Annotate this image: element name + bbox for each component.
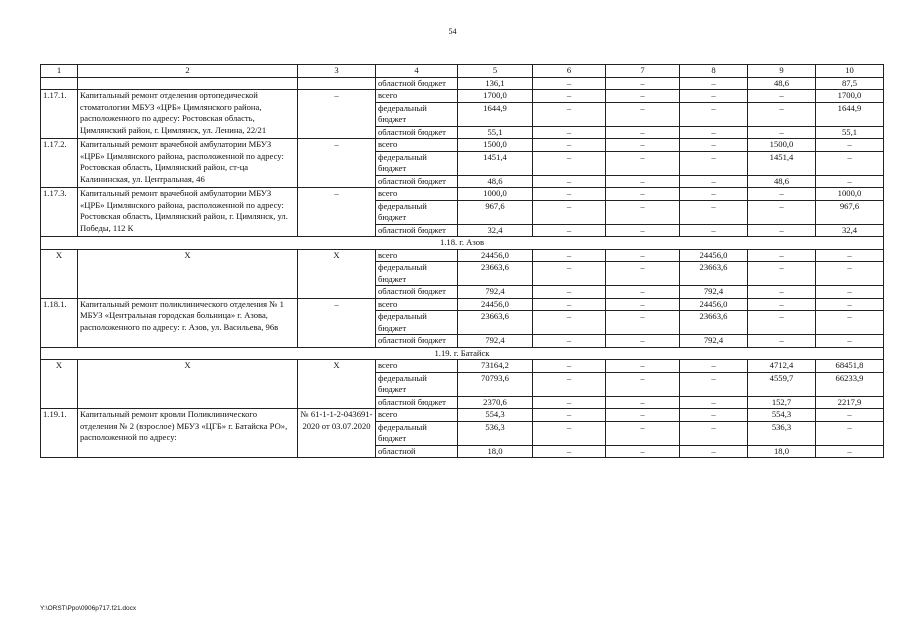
section-title: 1.19. г. Батайск — [41, 347, 884, 360]
amount-cell-col7: – — [606, 139, 680, 152]
document-ref: – — [298, 90, 376, 139]
amount-cell-col9: 554,3 — [748, 409, 816, 422]
table-row — [41, 249, 884, 262]
funding-source: областной бюджет — [376, 77, 458, 90]
amount-cell-col7: – — [606, 151, 680, 175]
amount-cell-col7: – — [606, 102, 680, 126]
funding-source: федеральный бюджет — [376, 151, 458, 175]
amount-cell-col6: – — [533, 421, 606, 445]
amount-cell-col10: – — [816, 249, 884, 262]
amount-cell-col9: – — [748, 90, 816, 103]
funding-source: всего — [376, 360, 458, 373]
amount-cell-col8: 792,4 — [680, 335, 748, 348]
amount-cell-col8: 23663,6 — [680, 262, 748, 286]
amount-cell-col10: – — [816, 445, 884, 458]
funding-source: областной бюджет — [376, 175, 458, 188]
amount-cell-col6: – — [533, 200, 606, 224]
funding-source: федеральный бюджет — [376, 200, 458, 224]
page-number: 54 — [448, 27, 457, 36]
header-cell-5: 5 — [458, 65, 533, 78]
amount-cell-col5: 24456,0 — [458, 298, 533, 311]
funding-source: всего — [376, 188, 458, 201]
document-ref: Х — [298, 360, 376, 409]
amount-cell-col6: – — [533, 126, 606, 139]
amount-cell-col6: – — [533, 335, 606, 348]
amount-cell-col10: 32,4 — [816, 224, 884, 237]
amount-cell-col5: 48,6 — [458, 175, 533, 188]
amount-cell-col8: – — [680, 151, 748, 175]
funding-source: областной бюджет — [376, 335, 458, 348]
amount-cell-col10: – — [816, 298, 884, 311]
funding-source: областной бюджет — [376, 396, 458, 409]
amount-cell-col10: 1644,9 — [816, 102, 884, 126]
amount-cell-col7: – — [606, 421, 680, 445]
amount-cell-col7: – — [606, 360, 680, 373]
amount-cell-col9: – — [748, 102, 816, 126]
amount-cell-col9: – — [748, 224, 816, 237]
amount-cell-col10: 967,6 — [816, 200, 884, 224]
amount-cell-col6: – — [533, 102, 606, 126]
amount-cell-col8: – — [680, 175, 748, 188]
amount-cell-col5: 792,4 — [458, 286, 533, 299]
amount-cell-col6: – — [533, 249, 606, 262]
section-row — [41, 347, 884, 360]
amount-cell-col9: 18,0 — [748, 445, 816, 458]
amount-cell-col8: – — [680, 445, 748, 458]
header-cell-2: 2 — [78, 65, 298, 78]
amount-cell-col10: 66233,9 — [816, 372, 884, 396]
table-row — [41, 298, 884, 311]
amount-cell-col9: 48,6 — [748, 175, 816, 188]
amount-cell-col6: – — [533, 298, 606, 311]
object-name: Х — [78, 360, 298, 409]
amount-cell-col10: – — [816, 335, 884, 348]
amount-cell-col7: – — [606, 311, 680, 335]
row-number: 1.17.3. — [41, 188, 78, 237]
amount-cell-col9: 4712,4 — [748, 360, 816, 373]
amount-cell-col8: – — [680, 372, 748, 396]
row-number: Х — [41, 360, 78, 409]
object-name: Капитальный ремонт врачебной амбулатории МБУЗ «ЦРБ» Цимлянского района, расположенной по адресу: Ростовская область, Цимлянский район, ст-ца Калининская, ул. Центральная, 46 — [78, 139, 298, 188]
document-ref: – — [298, 298, 376, 347]
row-number: 1.17.2. — [41, 139, 78, 188]
object-name: Капитальный ремонт отделения ортопедической стоматологии МБУЗ «ЦРБ» Цимлянского района, расположенного по адресу: Ростовская область, Цимлянский район, г. Цимлянск, ул. Ленина, 22/21 — [78, 90, 298, 139]
funding-source: всего — [376, 139, 458, 152]
budget-table — [40, 64, 884, 458]
amount-cell-col10: 1700,0 — [816, 90, 884, 103]
amount-cell-col8: – — [680, 102, 748, 126]
amount-cell-col9: 1451,4 — [748, 151, 816, 175]
amount-cell-col9: – — [748, 188, 816, 201]
header-cell-4: 4 — [376, 65, 458, 78]
amount-cell-col7: – — [606, 188, 680, 201]
amount-cell-col9: 152,7 — [748, 396, 816, 409]
table-row — [41, 188, 884, 201]
amount-cell-col7: – — [606, 224, 680, 237]
funding-source: федеральный бюджет — [376, 311, 458, 335]
amount-cell-col6: – — [533, 262, 606, 286]
amount-cell-col10: – — [816, 262, 884, 286]
amount-cell-col10: 1000,0 — [816, 188, 884, 201]
amount-cell-col5: 136,1 — [458, 77, 533, 90]
document-ref: № 61-1-1-2-043691-2020 от 03.07.2020 — [298, 409, 376, 458]
amount-cell-col7: – — [606, 200, 680, 224]
amount-cell-col6: – — [533, 372, 606, 396]
amount-cell-col10: 68451,8 — [816, 360, 884, 373]
amount-cell-col8: – — [680, 224, 748, 237]
amount-cell-col9: – — [748, 200, 816, 224]
amount-cell-col5: 2370,6 — [458, 396, 533, 409]
object-name: Капитальный ремонт врачебной амбулатории МБУЗ «ЦРБ» Цимлянского района, расположенной по адресу: Ростовская область, Цимлянский район, г. Цимлянск, ул. Победы, 112 К — [78, 188, 298, 237]
amount-cell-col5: 32,4 — [458, 224, 533, 237]
row-number: 1.18.1. — [41, 298, 78, 347]
document-ref: Х — [298, 249, 376, 298]
amount-cell-col9: – — [748, 249, 816, 262]
amount-cell-col7: – — [606, 298, 680, 311]
amount-cell-col10: – — [816, 139, 884, 152]
document-ref — [298, 77, 376, 90]
amount-cell-col9: – — [748, 298, 816, 311]
amount-cell-col6: – — [533, 139, 606, 152]
amount-cell-col9: – — [748, 335, 816, 348]
amount-cell-col8: – — [680, 188, 748, 201]
amount-cell-col8: – — [680, 77, 748, 90]
object-name: Капитальный ремонт поликлинического отделения № 1 МБУЗ «Центральная городская больница» г. Азова, расположенного по адресу: г. Азов, ул. Васильева, 96в — [78, 298, 298, 347]
amount-cell-col10: 87,5 — [816, 77, 884, 90]
amount-cell-col9: – — [748, 286, 816, 299]
amount-cell-col6: – — [533, 188, 606, 201]
amount-cell-col9: – — [748, 311, 816, 335]
amount-cell-col10: – — [816, 286, 884, 299]
amount-cell-col7: – — [606, 249, 680, 262]
amount-cell-col8: – — [680, 421, 748, 445]
header-cell-3: 3 — [298, 65, 376, 78]
amount-cell-col7: – — [606, 372, 680, 396]
header-cell-1: 1 — [41, 65, 78, 78]
funding-source: федеральный бюджет — [376, 262, 458, 286]
amount-cell-col6: – — [533, 224, 606, 237]
amount-cell-col5: 55,1 — [458, 126, 533, 139]
amount-cell-col7: – — [606, 77, 680, 90]
amount-cell-col7: – — [606, 262, 680, 286]
amount-cell-col6: – — [533, 90, 606, 103]
header-cell-6: 6 — [533, 65, 606, 78]
amount-cell-col5: 1700,0 — [458, 90, 533, 103]
amount-cell-col7: – — [606, 175, 680, 188]
header-cell-8: 8 — [680, 65, 748, 78]
object-name: Х — [78, 249, 298, 298]
amount-cell-col8: – — [680, 360, 748, 373]
amount-cell-col6: – — [533, 151, 606, 175]
amount-cell-col9: – — [748, 262, 816, 286]
amount-cell-col10: 2217,9 — [816, 396, 884, 409]
table-row — [41, 77, 884, 90]
amount-cell-col7: – — [606, 396, 680, 409]
amount-cell-col10: – — [816, 409, 884, 422]
amount-cell-col8: – — [680, 409, 748, 422]
funding-source: областной бюджет — [376, 126, 458, 139]
funding-source: всего — [376, 409, 458, 422]
amount-cell-col5: 23663,6 — [458, 311, 533, 335]
funding-source: областной бюджет — [376, 224, 458, 237]
amount-cell-col5: 1000,0 — [458, 188, 533, 201]
amount-cell-col5: 1500,0 — [458, 139, 533, 152]
funding-source: всего — [376, 298, 458, 311]
table-row — [41, 139, 884, 152]
amount-cell-col7: – — [606, 335, 680, 348]
amount-cell-col7: – — [606, 286, 680, 299]
amount-cell-col10: – — [816, 175, 884, 188]
table-row — [41, 90, 884, 103]
amount-cell-col5: 554,3 — [458, 409, 533, 422]
amount-cell-col9: – — [748, 126, 816, 139]
amount-cell-col7: – — [606, 126, 680, 139]
amount-cell-col9: 4559,7 — [748, 372, 816, 396]
table-row — [41, 409, 884, 422]
amount-cell-col9: 536,3 — [748, 421, 816, 445]
amount-cell-col10: – — [816, 151, 884, 175]
document-ref: – — [298, 139, 376, 188]
object-name — [78, 77, 298, 90]
funding-source: федеральный бюджет — [376, 372, 458, 396]
amount-cell-col5: 70793,6 — [458, 372, 533, 396]
amount-cell-col5: 18,0 — [458, 445, 533, 458]
amount-cell-col6: – — [533, 360, 606, 373]
header-cell-7: 7 — [606, 65, 680, 78]
section-title: 1.18. г. Азов — [41, 237, 884, 250]
amount-cell-col6: – — [533, 286, 606, 299]
funding-source: федеральный бюджет — [376, 421, 458, 445]
amount-cell-col8: – — [680, 139, 748, 152]
amount-cell-col10: – — [816, 311, 884, 335]
amount-cell-col6: – — [533, 175, 606, 188]
amount-cell-col7: – — [606, 409, 680, 422]
amount-cell-col9: 1500,0 — [748, 139, 816, 152]
amount-cell-col7: – — [606, 90, 680, 103]
document-ref: – — [298, 188, 376, 237]
amount-cell-col8: – — [680, 396, 748, 409]
amount-cell-col5: 24456,0 — [458, 249, 533, 262]
row-number — [41, 77, 78, 90]
amount-cell-col8: – — [680, 90, 748, 103]
amount-cell-col10: 55,1 — [816, 126, 884, 139]
funding-source: всего — [376, 90, 458, 103]
funding-source: областной бюджет — [376, 286, 458, 299]
amount-cell-col8: 23663,6 — [680, 311, 748, 335]
amount-cell-col6: – — [533, 396, 606, 409]
funding-source: всего — [376, 249, 458, 262]
amount-cell-col8: 24456,0 — [680, 298, 748, 311]
amount-cell-col9: 48,6 — [748, 77, 816, 90]
amount-cell-col8: 792,4 — [680, 286, 748, 299]
file-path-footer: Y:\ORST\Ppo\0906p717.f21.docx — [40, 605, 137, 612]
amount-cell-col5: 967,6 — [458, 200, 533, 224]
amount-cell-col5: 23663,6 — [458, 262, 533, 286]
amount-cell-col5: 1644,9 — [458, 102, 533, 126]
amount-cell-col7: – — [606, 445, 680, 458]
row-number: 1.17.1. — [41, 90, 78, 139]
row-number: 1.19.1. — [41, 409, 78, 458]
amount-cell-col5: 792,4 — [458, 335, 533, 348]
table-row — [41, 360, 884, 373]
amount-cell-col8: – — [680, 200, 748, 224]
amount-cell-col6: – — [533, 77, 606, 90]
funding-source: федеральный бюджет — [376, 102, 458, 126]
object-name: Капитальный ремонт кровли Поликлинического отделения № 2 (взрослое) МБУЗ «ЦГБ» г. Батайска РО», расположенной по адресу: — [78, 409, 298, 458]
row-number: Х — [41, 249, 78, 298]
header-cell-9: 9 — [748, 65, 816, 78]
amount-cell-col6: – — [533, 409, 606, 422]
amount-cell-col6: – — [533, 445, 606, 458]
header-row — [41, 65, 884, 78]
amount-cell-col5: 536,3 — [458, 421, 533, 445]
amount-cell-col10: – — [816, 421, 884, 445]
funding-source: областной — [376, 445, 458, 458]
amount-cell-col8: 24456,0 — [680, 249, 748, 262]
amount-cell-col6: – — [533, 311, 606, 335]
amount-cell-col5: 73164,2 — [458, 360, 533, 373]
header-cell-10: 10 — [816, 65, 884, 78]
amount-cell-col5: 1451,4 — [458, 151, 533, 175]
section-row — [41, 237, 884, 250]
amount-cell-col8: – — [680, 126, 748, 139]
